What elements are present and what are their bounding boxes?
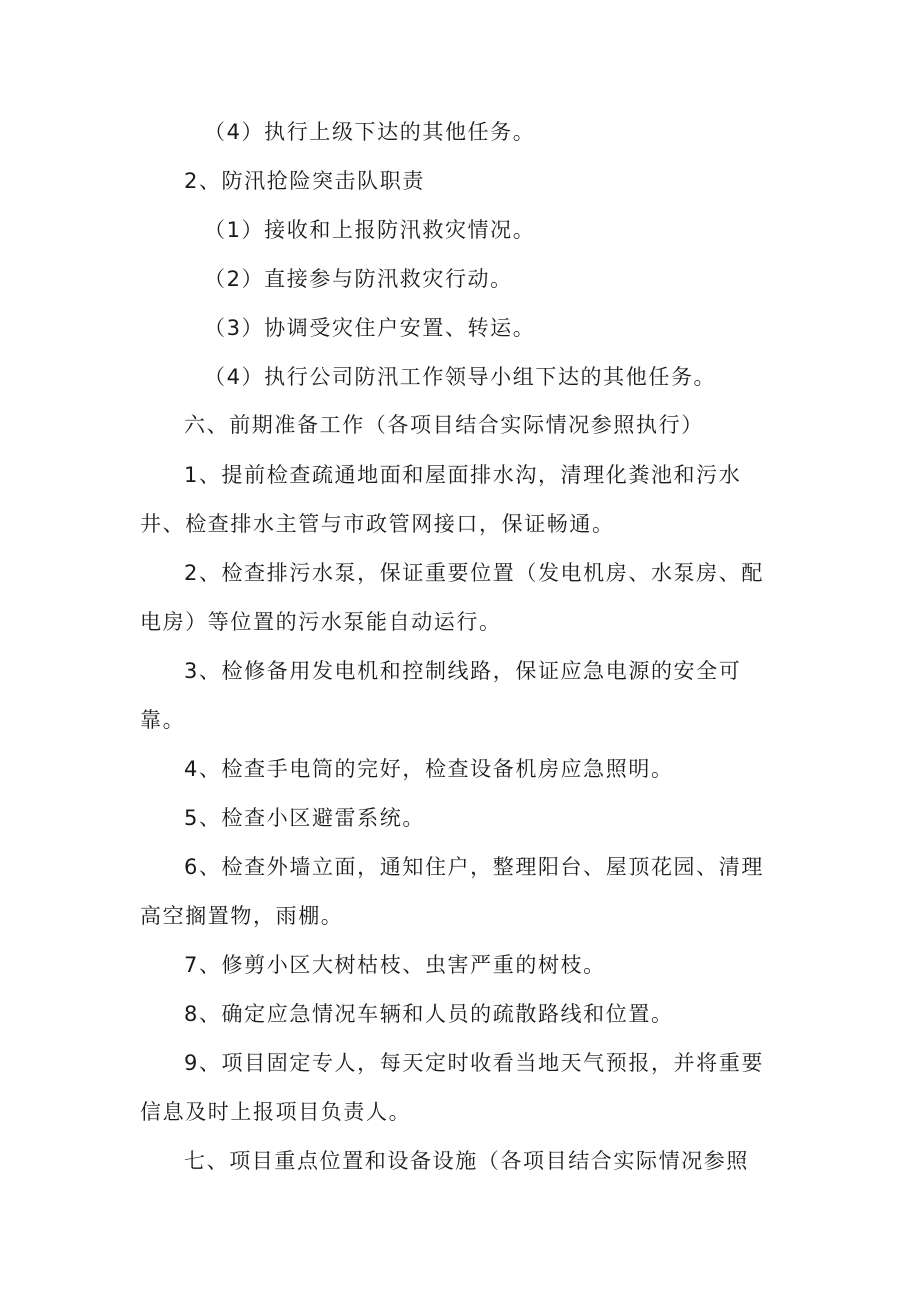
text-line: 高空搁置物，雨棚。	[140, 904, 344, 928]
text-line: （2）直接参与防汛救灾行动。	[204, 267, 513, 291]
text-line: （4）执行公司防汛工作领导小组下达的其他任务。	[204, 365, 717, 389]
section-heading: 七、项目重点位置和设备设施（各项目结合实际情况参照	[184, 1149, 749, 1173]
text-line: 6、检查外墙立面，通知住户，整理阳台、屋顶花园、清理	[184, 855, 764, 879]
text-line: 2、检查排污水泵，保证重要位置（发电机房、水泵房、配	[184, 561, 764, 585]
text-line: 9、项目固定专人，每天定时收看当地天气预报，并将重要	[184, 1051, 764, 1075]
text-line: 4、检查手电筒的完好，检查设备机房应急照明。	[184, 757, 674, 781]
text-line: （4）执行上级下达的其他任务。	[204, 120, 536, 144]
text-line: 信息及时上报项目负责人。	[140, 1100, 412, 1124]
text-line: 电房）等位置的污水泵能自动运行。	[140, 610, 502, 634]
section-heading: 2、防汛抢险突击队职责	[184, 169, 425, 193]
text-line: 靠。	[140, 708, 186, 732]
text-line: 井、检查排水主管与市政管网接口，保证畅通。	[140, 512, 615, 536]
text-line: 3、检修备用发电机和控制线路，保证应急电源的安全可	[184, 659, 742, 683]
section-heading: 六、前期准备工作（各项目结合实际情况参照执行）	[184, 413, 704, 437]
text-line: 7、修剪小区大树枯枝、虫害严重的树枝。	[184, 953, 606, 977]
text-line: 1、提前检查疏通地面和屋面排水沟，清理化粪池和污水	[184, 463, 742, 487]
text-line: 8、确定应急情况车辆和人员的疏散路线和位置。	[184, 1002, 674, 1026]
text-line: （3）协调受灾住户安置、转运。	[204, 316, 536, 340]
text-line: （1）接收和上报防汛救灾情况。	[204, 218, 536, 242]
text-line: 5、检查小区避雷系统。	[184, 806, 425, 830]
